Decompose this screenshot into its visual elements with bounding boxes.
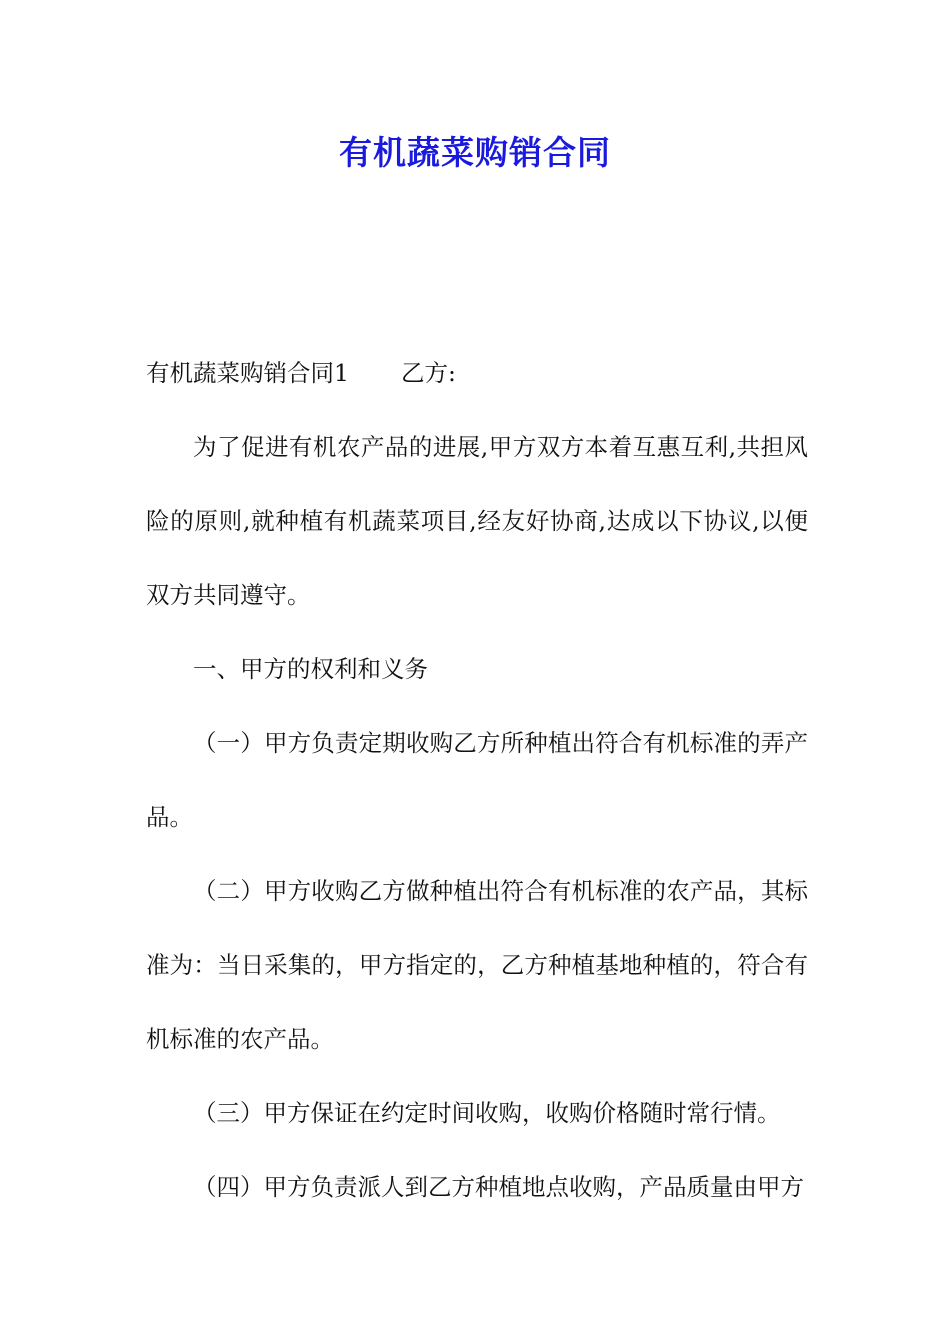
section-heading-party-a: 一、甲方的权利和义务 [193,655,428,683]
header-line [146,336,808,410]
contract-name: 有机蔬菜购销合同1 [146,359,349,387]
paragraph-intro: 为了促进有机农产品的进展,甲方双方本着互惠互利,共担风险的原则,就种植有机蔬菜项目,经友好协商,达成以下协议,以便双方共同遵守。 [146,433,808,609]
party-b-label: 乙方: [400,359,456,387]
clause-3: （三）甲方保证在约定时间收购，收购价格随时常行情。 [193,1099,781,1127]
document-title: 有机蔬菜购销合同 [339,133,611,172]
clause-1: （一）甲方负责定期收购乙方所种植出符合有机标准的弄产品。 [146,729,808,831]
document-body [146,336,808,1224]
clause-2: （二）甲方收购乙方做种植出符合有机标准的农产品，其标准为：当日采集的，甲方指定的，乙方种植基地种植的，符合有机标准的农产品。 [146,877,808,1053]
clause-4: （四）甲方负责派人到乙方种植地点收购，产品质量由甲方 [193,1173,804,1201]
